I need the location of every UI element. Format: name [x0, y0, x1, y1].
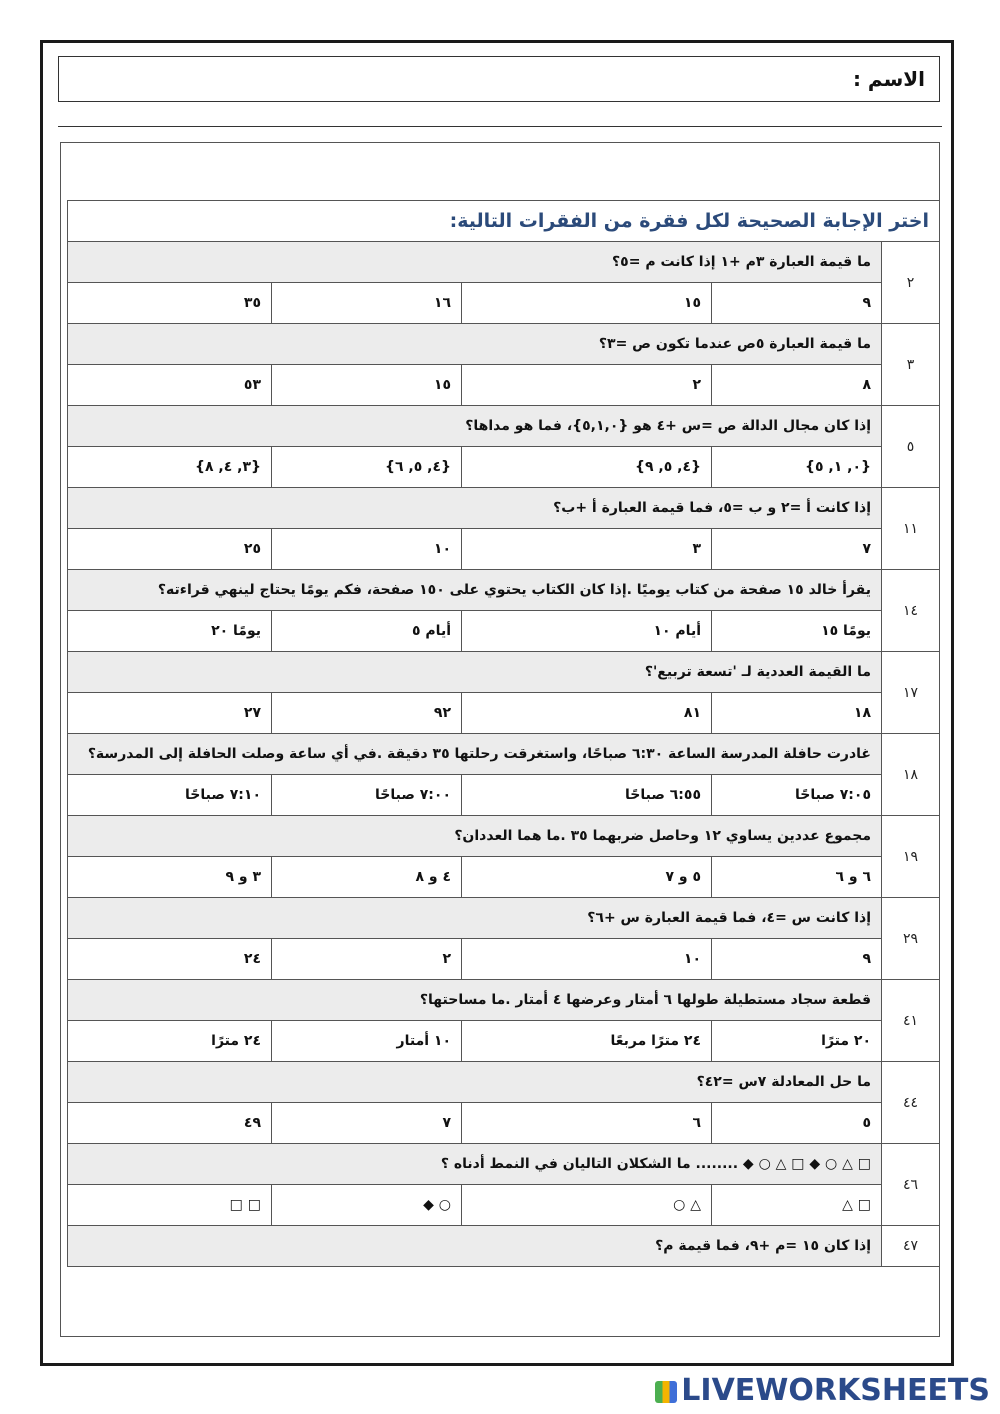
question-text: ما قيمة العبارة ٥ص عندما تكون ص =٣؟ — [68, 324, 882, 365]
answer-option[interactable]: ٢ — [272, 939, 462, 980]
question-text: إذا كان مجال الدالة ص =س +٤ هو {٥,١,٠}، فما هو مداها؟ — [68, 406, 882, 447]
answer-option[interactable]: ٢٤ مترًا — [68, 1021, 272, 1062]
answer-option[interactable]: ٢٠ مترًا — [712, 1021, 882, 1062]
question-number: ١٤ — [882, 570, 940, 652]
answer-option[interactable]: ○ ◆ — [272, 1185, 462, 1226]
liveworksheets-logo — [655, 1373, 990, 1408]
answer-option[interactable]: ٣ — [462, 529, 712, 570]
answer-option[interactable]: ١٨ — [712, 693, 882, 734]
answer-option[interactable]: ٢٤ مترًا مربعًا — [462, 1021, 712, 1062]
answer-option[interactable]: △ ○ — [462, 1185, 712, 1226]
answer-option[interactable]: ٦ و ٦ — [712, 857, 882, 898]
answer-option[interactable]: ٦:٥٥ صباحًا — [462, 775, 712, 816]
question-number: ٤٦ — [882, 1144, 940, 1226]
answer-option[interactable]: ٩ — [712, 283, 882, 324]
answer-option[interactable]: ٩ — [712, 939, 882, 980]
answer-option[interactable]: ٣٥ — [68, 283, 272, 324]
watermark-text: LIVEWORKSHEETS — [681, 1373, 990, 1408]
question-number: ٥ — [882, 406, 940, 488]
question-number: ٢٩ — [882, 898, 940, 980]
answer-option[interactable]: أيام ٥ — [272, 611, 462, 652]
question-number: ١٧ — [882, 652, 940, 734]
question-text: قطعة سجاد مستطيلة طولها ٦ أمتار وعرضها ٤ أمتار .ما مساحتها؟ — [68, 980, 882, 1021]
question-text: يقرأ خالد ١٥ صفحة من كتاب يوميًا .إذا كان الكتاب يحتوي على ١٥٠ صفحة، فكم يومًا يحتاج لينهي قراءته؟ — [68, 570, 882, 611]
questions-table — [67, 200, 940, 1267]
answer-option[interactable]: ٢٧ — [68, 693, 272, 734]
question-number: ٤٤ — [882, 1062, 940, 1144]
question-text: ما قيمة العبارة ٣م +١ إذا كانت م =٥؟ — [68, 242, 882, 283]
answer-option[interactable]: ٧:٠٠ صباحًا — [272, 775, 462, 816]
answer-option[interactable]: ١٥ — [272, 365, 462, 406]
question-number: ٢ — [882, 242, 940, 324]
answer-option[interactable]: {٤, ٥, ٩} — [462, 447, 712, 488]
instruction-heading: اختر الإجابة الصحيحة لكل فقرة من الفقرات التالية: — [68, 201, 940, 242]
answer-option[interactable]: ٤٩ — [68, 1103, 272, 1144]
question-number: ١١ — [882, 488, 940, 570]
answer-option[interactable]: ٥ و ٧ — [462, 857, 712, 898]
answer-option[interactable]: ٥ — [712, 1103, 882, 1144]
answer-option[interactable]: □ □ — [68, 1185, 272, 1226]
answer-option[interactable]: ٧ — [712, 529, 882, 570]
answer-option[interactable]: ١٠ أمتار — [272, 1021, 462, 1062]
answer-option[interactable]: ١٥ — [462, 283, 712, 324]
answer-option[interactable]: ١٠ — [272, 529, 462, 570]
question-text: ما حل المعادلة ٧س =٤٢؟ — [68, 1062, 882, 1103]
question-text: مجموع عددين يساوي ١٢ وحاصل ضربهما ٣٥ .ما هما العددان؟ — [68, 816, 882, 857]
answer-option[interactable]: ٨١ — [462, 693, 712, 734]
answer-option[interactable]: ٧:٠٥ صباحًا — [712, 775, 882, 816]
answer-option[interactable]: ١٦ — [272, 283, 462, 324]
answer-option[interactable]: أيام ١٠ — [462, 611, 712, 652]
answer-option[interactable]: ٢٥ — [68, 529, 272, 570]
answer-option[interactable]: ٧ — [272, 1103, 462, 1144]
answer-option[interactable]: ٨ — [712, 365, 882, 406]
answer-option[interactable]: ١٠ — [462, 939, 712, 980]
question-text: إذا كانت أ =٢ و ب =٥، فما قيمة العبارة أ +ب؟ — [68, 488, 882, 529]
answer-option[interactable]: ٥٣ — [68, 365, 272, 406]
logo-icon — [655, 1381, 677, 1403]
answer-option[interactable]: ٢ — [462, 365, 712, 406]
answer-option[interactable]: ٤ و ٨ — [272, 857, 462, 898]
answer-option[interactable]: {٣, ٤, ٨} — [68, 447, 272, 488]
question-text: □ △ ○ ◆ □ △ ○ ◆ ........ ما الشكلان التاليان في النمط أدناه ؟ — [68, 1144, 882, 1185]
question-number: ٤٧ — [882, 1226, 940, 1267]
question-number: ٣ — [882, 324, 940, 406]
answer-option[interactable]: يومًا ٢٠ — [68, 611, 272, 652]
question-number: ١٨ — [882, 734, 940, 816]
question-text: إذا كان ١٥ =م +٩، فما قيمة م؟ — [68, 1226, 882, 1267]
answer-option[interactable]: {٤, ٥, ٦} — [272, 447, 462, 488]
name-field[interactable] — [58, 56, 940, 102]
answer-option[interactable]: ٩٢ — [272, 693, 462, 734]
name-label: الاسم : — [852, 67, 925, 91]
answer-option[interactable]: يومًا ١٥ — [712, 611, 882, 652]
question-number: ٤١ — [882, 980, 940, 1062]
answer-option[interactable]: ٣ و ٩ — [68, 857, 272, 898]
question-text: غادرت حافلة المدرسة الساعة ٦:٣٠ صباحًا، واستغرقت رحلتها ٣٥ دقيقة .في أي ساعة وصلت الحافلة إلى المدرسة؟ — [68, 734, 882, 775]
divider — [58, 126, 942, 127]
question-number: ١٩ — [882, 816, 940, 898]
answer-option[interactable]: {٠, ١, ٥} — [712, 447, 882, 488]
question-text: ما القيمة العددية لـ 'تسعة تربيع'؟ — [68, 652, 882, 693]
answer-option[interactable]: ٧:١٠ صباحًا — [68, 775, 272, 816]
answer-option[interactable]: ٦ — [462, 1103, 712, 1144]
answer-option[interactable]: □ △ — [712, 1185, 882, 1226]
question-text: إذا كانت س =٤، فما قيمة العبارة س +٦؟ — [68, 898, 882, 939]
answer-option[interactable]: ٢٤ — [68, 939, 272, 980]
